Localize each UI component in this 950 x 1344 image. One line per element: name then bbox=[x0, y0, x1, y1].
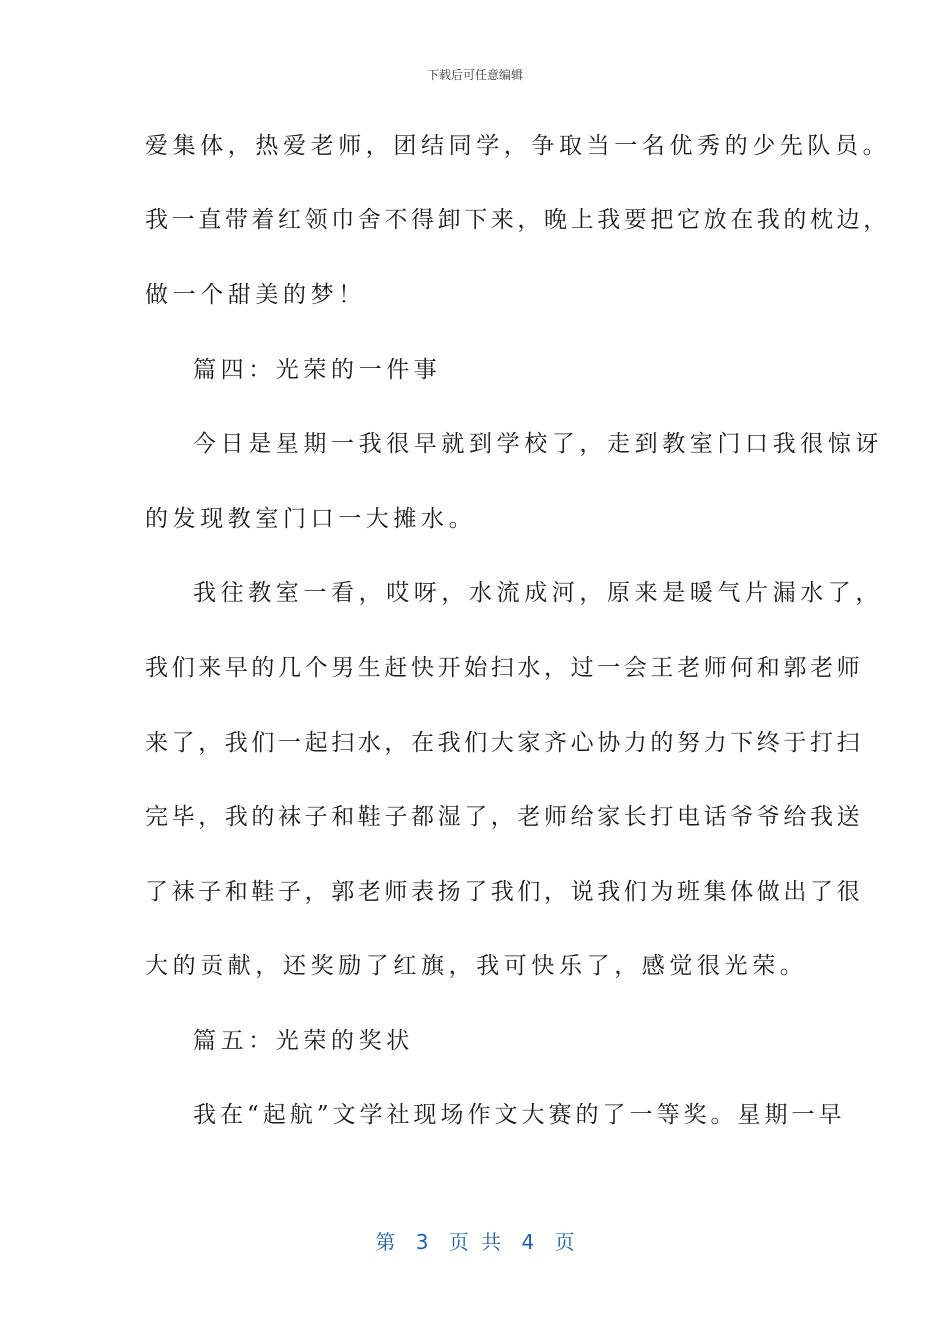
paragraph-line: 完毕，我的袜子和鞋子都湿了，老师给家长打电话爷爷给我送 bbox=[145, 804, 864, 830]
footer-suffix: 页 bbox=[554, 1230, 575, 1254]
section-heading: 篇四：光荣的一件事 bbox=[193, 357, 442, 383]
section-heading: 篇五：光荣的奖状 bbox=[193, 1028, 414, 1054]
paragraph-line: 做一个甜美的梦！ bbox=[145, 282, 366, 308]
paragraph-line: 的发现教室门口一大摊水。 bbox=[145, 506, 477, 532]
paragraph-line: 我一直带着红领巾舍不得卸下来，晚上我要把它放在我的枕边， bbox=[145, 207, 890, 233]
paragraph-line: 我往教室一看，哎呀，水流成河，原来是暖气片漏水了， bbox=[193, 580, 883, 606]
paragraph-line: 爱集体，热爱老师，团结同学，争取当一名优秀的少先队员。 bbox=[145, 133, 891, 159]
footer-prefix: 第 bbox=[375, 1230, 396, 1254]
paragraph-line: 我在“起航”文学社现场作文大赛的了一等奖。星期一早 bbox=[193, 1102, 846, 1128]
header-note: 下载后可任意编辑 bbox=[426, 68, 523, 82]
footer-middle: 页 共 bbox=[448, 1230, 502, 1254]
paragraph-line: 了袜子和鞋子，郭老师表扬了我们，说我们为班集体做出了很 bbox=[145, 879, 864, 905]
current-page-number: 3 bbox=[415, 1230, 429, 1254]
paragraph-line: 来了，我们一起扫水，在我们大家齐心协力的努力下终于打扫 bbox=[145, 730, 864, 756]
paragraph-line: 大的贡献，还奖励了红旗，我可快乐了，感觉很光荣。 bbox=[145, 953, 808, 979]
paragraph-line: 我们来早的几个男生赶快开始扫水，过一会王老师何和郭老师 bbox=[145, 655, 864, 681]
page-footer bbox=[0, 1226, 950, 1255]
total-pages-number: 4 bbox=[521, 1230, 535, 1254]
paragraph-line: 今日是星期一我很早就到学校了，走到教室门口我很惊讶 bbox=[193, 431, 883, 457]
